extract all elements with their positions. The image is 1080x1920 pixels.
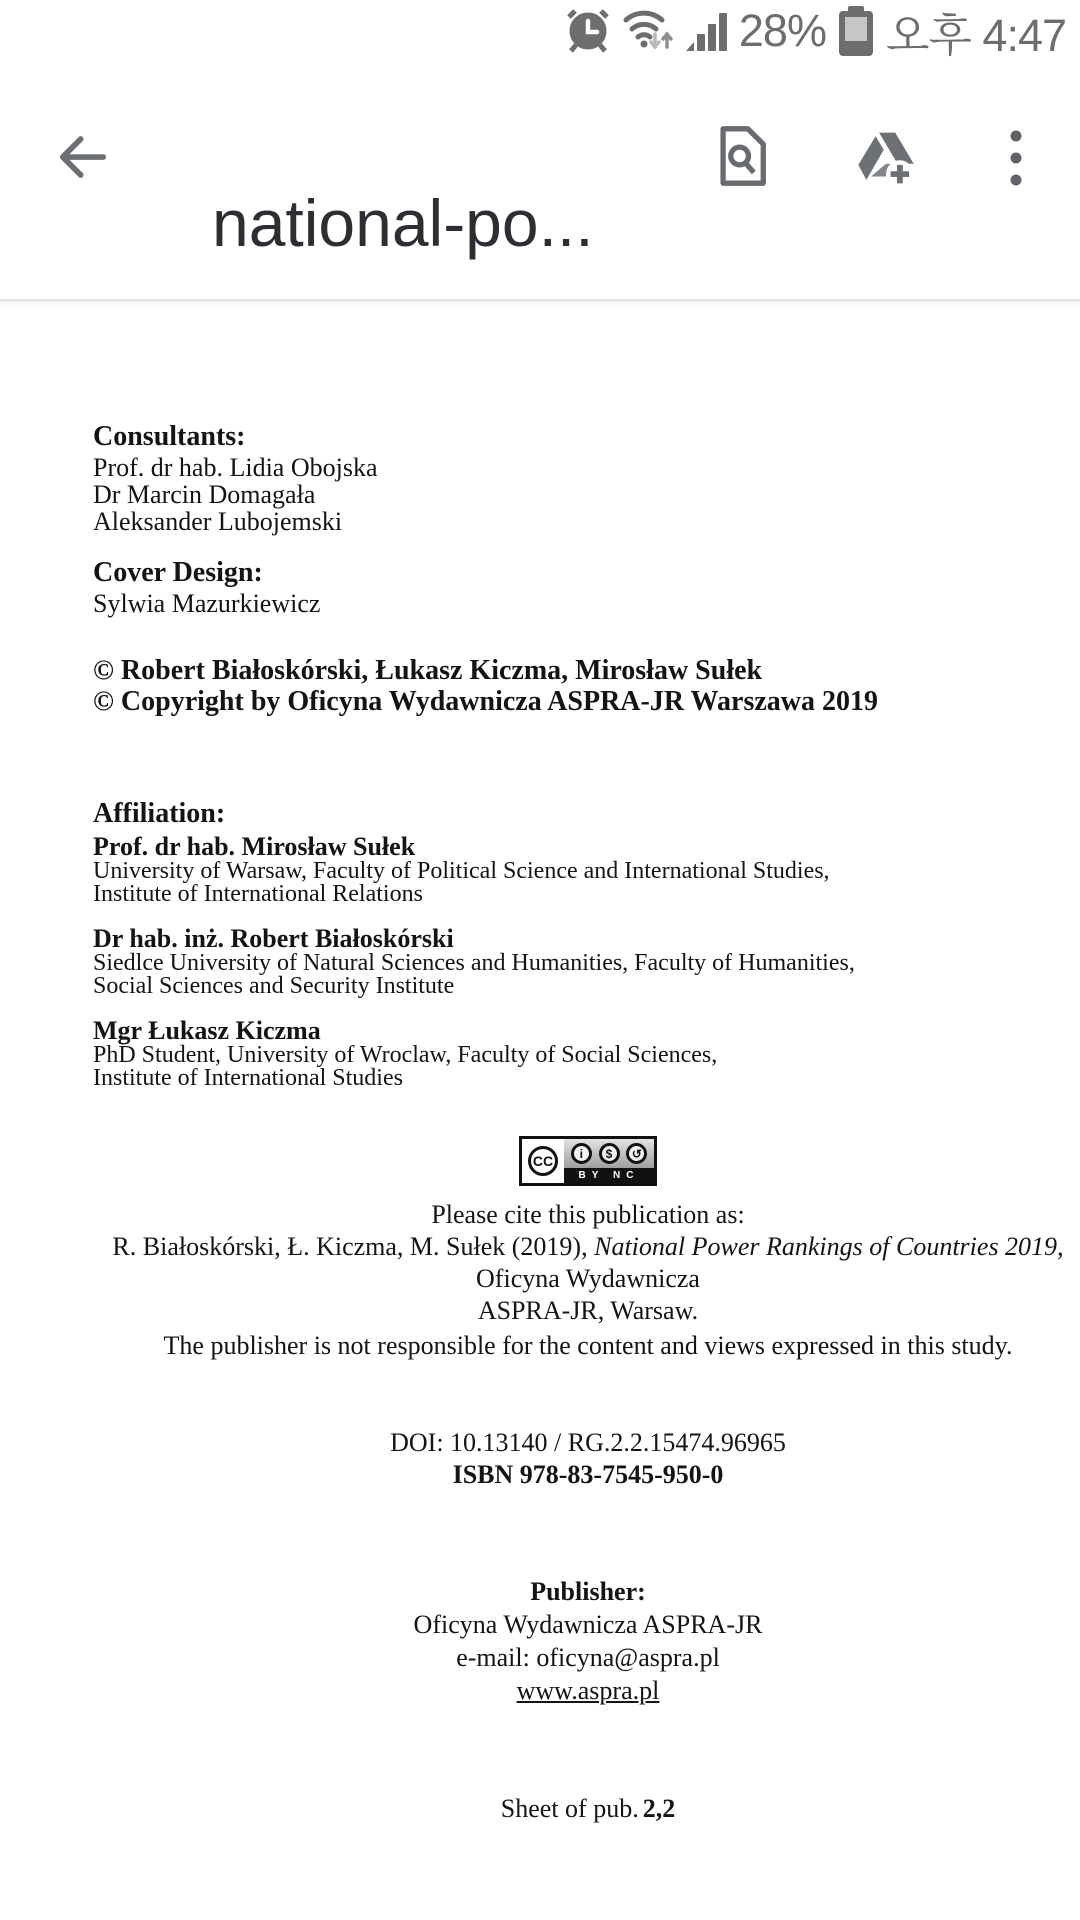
cc-by-icon: i bbox=[571, 1143, 592, 1164]
cc-badge-labels: BY NC SA bbox=[564, 1168, 654, 1183]
toolbar bbox=[0, 62, 1080, 300]
alarm-icon bbox=[565, 4, 611, 59]
citation-intro: Please cite this publication as: bbox=[431, 1200, 745, 1229]
author-name: Dr hab. inż. Robert Białoskórski bbox=[93, 924, 454, 953]
citation-publisher-city: ASPRA-JR, Warsaw. bbox=[477, 1296, 699, 1325]
affiliation-entry bbox=[93, 925, 1080, 998]
battery-percent: 28% bbox=[738, 5, 826, 56]
author-name: Mgr Łukasz Kiczma bbox=[93, 1016, 321, 1045]
sheet-of-pub-section bbox=[93, 1793, 1080, 1825]
isbn-text: ISBN 978-83-7545-950-0 bbox=[452, 1460, 724, 1489]
citation-book-title: National Power Rankings of Countries 2019 bbox=[594, 1232, 1058, 1261]
citation-publisher: , Oficyna Wydawnicza bbox=[476, 1232, 1064, 1293]
status-clock: 오후 4:47 bbox=[885, 9, 1066, 61]
affiliation-line: PhD Student, University of Wroclaw, Faculty of Social Sciences, bbox=[93, 1042, 718, 1068]
publisher-email: e-mail: oficyna@aspra.pl bbox=[456, 1643, 720, 1672]
section-heading: Cover Design: bbox=[93, 557, 263, 588]
affiliation-line: Institute of International Studies bbox=[93, 1065, 403, 1091]
sheet-value: 2,2 bbox=[642, 1794, 676, 1823]
app-bar bbox=[0, 0, 1080, 301]
copyright-line: © Robert Białoskórski, Łukasz Kiczma, Mirosław Sułek bbox=[93, 655, 763, 686]
identifiers-section bbox=[93, 1427, 1080, 1491]
copyright-section bbox=[93, 655, 1080, 717]
signal-strength-icon bbox=[685, 4, 729, 59]
battery-icon bbox=[838, 6, 874, 56]
affiliation-entry bbox=[93, 833, 1080, 906]
add-to-drive-button[interactable] bbox=[856, 128, 916, 188]
affiliation-line: University of Warsaw, Faculty of Political Science and International Studies, bbox=[93, 858, 830, 884]
doi-text: DOI: 10.13140 / RG.2.2.15474.96965 bbox=[390, 1428, 786, 1457]
affiliation-line: Social Sciences and Security Institute bbox=[93, 973, 455, 999]
publisher-name: Oficyna Wydawnicza ASPRA-JR bbox=[413, 1610, 763, 1639]
cc-nc-icon: $ bbox=[599, 1143, 620, 1164]
citation-reference bbox=[93, 1231, 1080, 1327]
find-in-document-button[interactable] bbox=[716, 124, 768, 188]
section-heading: Consultants: bbox=[93, 421, 246, 452]
affiliation-entry bbox=[93, 1017, 1080, 1090]
disclaimer-section bbox=[93, 1330, 1080, 1362]
section-heading: Affiliation: bbox=[93, 798, 226, 829]
sheet-label: Sheet of pub. bbox=[500, 1794, 639, 1823]
affiliation-line: Siedlce University of Natural Sciences and Humanities, Faculty of Humanities, bbox=[93, 950, 855, 976]
citation-authors: R. Białoskórski, Ł. Kiczma, M. Sułek (2019), bbox=[112, 1232, 588, 1261]
pdf-page[interactable] bbox=[0, 303, 1080, 1920]
copyright-line: © Copyright by Oficyna Wydawnicza ASPRA-JR Warszawa 2019 bbox=[93, 686, 878, 717]
cc-logo-icon: CC bbox=[522, 1139, 564, 1183]
consultant-name: Dr Marcin Domagała bbox=[93, 480, 316, 509]
status-bar bbox=[0, 0, 1080, 62]
disclaimer-text: The publisher is not responsible for the content and views expressed in this study. bbox=[163, 1331, 1013, 1360]
cc-by-nc-sa-badge bbox=[519, 1136, 657, 1196]
affiliation-line: Institute of International Relations bbox=[93, 881, 423, 907]
cover-designer-name: Sylwia Mazurkiewicz bbox=[93, 589, 321, 618]
wifi-icon bbox=[621, 4, 675, 59]
overflow-menu-button[interactable] bbox=[996, 126, 1036, 192]
cc-sa-icon: ↺ bbox=[626, 1143, 647, 1164]
consultants-section bbox=[93, 420, 1080, 535]
publisher-heading: Publisher: bbox=[530, 1577, 646, 1606]
consultant-name: Aleksander Lubojemski bbox=[93, 507, 343, 536]
cover-design-section bbox=[93, 556, 1080, 617]
affiliation-section bbox=[93, 797, 1080, 1109]
citation-section bbox=[93, 1136, 1080, 1327]
publisher-section bbox=[93, 1575, 1080, 1707]
back-button[interactable] bbox=[56, 130, 110, 184]
consultant-name: Prof. dr hab. Lidia Obojska bbox=[93, 453, 378, 482]
document-title: national-po... bbox=[212, 186, 594, 260]
publisher-website-link[interactable]: www.aspra.pl bbox=[516, 1676, 660, 1705]
author-name: Prof. dr hab. Mirosław Sułek bbox=[93, 832, 416, 861]
